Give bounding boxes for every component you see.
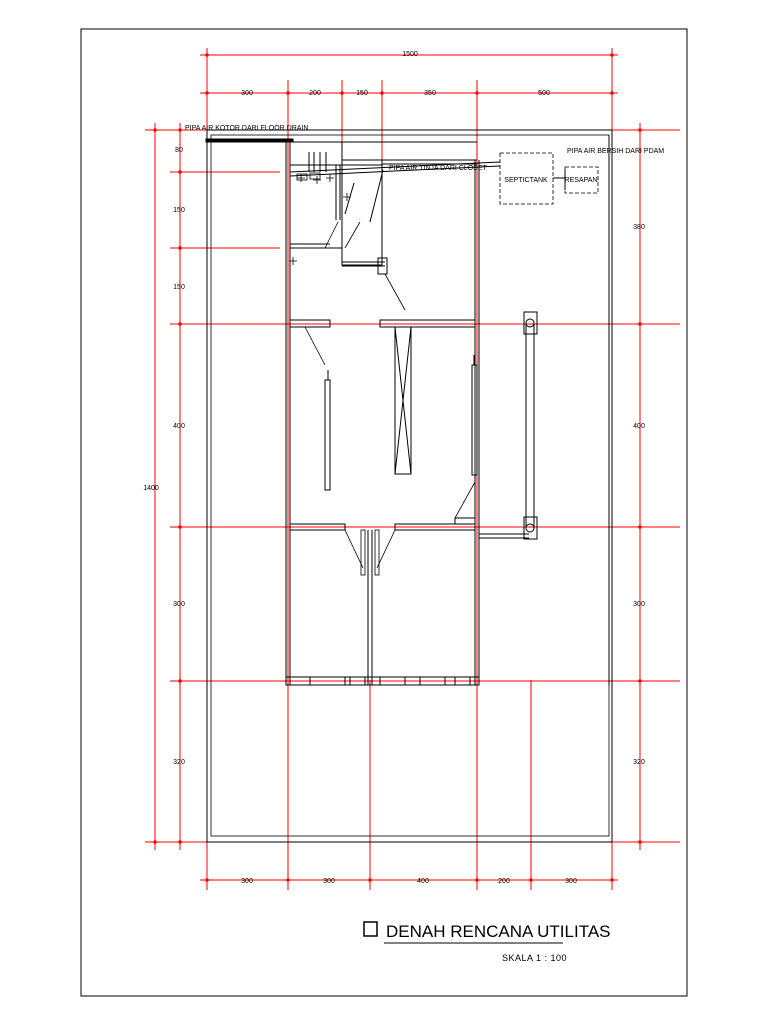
drawing-title: DENAH RENCANA UTILITAS [386, 922, 611, 941]
dim-left-total: 1400 [143, 485, 159, 492]
building-walls [206, 135, 609, 685]
site-boundary [207, 130, 612, 842]
sheet-border [81, 29, 687, 996]
dim-right-1: 380 [633, 224, 645, 231]
dim-top-4: 350 [424, 90, 436, 97]
dim-left-2: 150 [173, 207, 185, 214]
label-septictank: SEPTICTANK [504, 177, 548, 184]
dim-bottom-2: 300 [323, 878, 335, 885]
dim-bottom-4: 200 [498, 878, 510, 885]
drawing-scale: SKALA 1 : 100 [502, 953, 568, 963]
dim-left-4: 400 [173, 423, 185, 430]
label-floor-drain: PIPA AIR KOTOR DARI FLOOR DRAIN [185, 125, 309, 132]
label-closet: PIPA AIR TINJA DARI CLOSET [389, 165, 487, 172]
title-marker-box [364, 922, 377, 936]
dim-left-1: 80 [175, 147, 183, 154]
dim-right-2: 400 [633, 423, 645, 430]
grid-lines [145, 48, 680, 890]
label-resapan: RESAPAN [564, 177, 598, 184]
windows [310, 355, 477, 685]
dim-top-3: 150 [356, 90, 368, 97]
dim-left-3: 150 [173, 284, 185, 291]
dim-bottom-5: 300 [565, 878, 577, 885]
dim-top-1: 300 [241, 90, 253, 97]
dim-bottom-1: 300 [241, 878, 253, 885]
dim-bottom-3: 400 [417, 878, 429, 885]
dim-top-2: 200 [309, 90, 321, 97]
dim-left-5: 300 [173, 601, 185, 608]
dim-top-total: 1500 [402, 51, 418, 58]
dim-right-3: 300 [633, 601, 645, 608]
dim-left-6: 320 [173, 759, 185, 766]
dim-top-5: 500 [538, 90, 550, 97]
pipe-lines [290, 152, 565, 222]
dim-right-4: 320 [633, 759, 645, 766]
label-pdam: PIPA AIR BERSIH DARI PDAM [567, 148, 665, 155]
